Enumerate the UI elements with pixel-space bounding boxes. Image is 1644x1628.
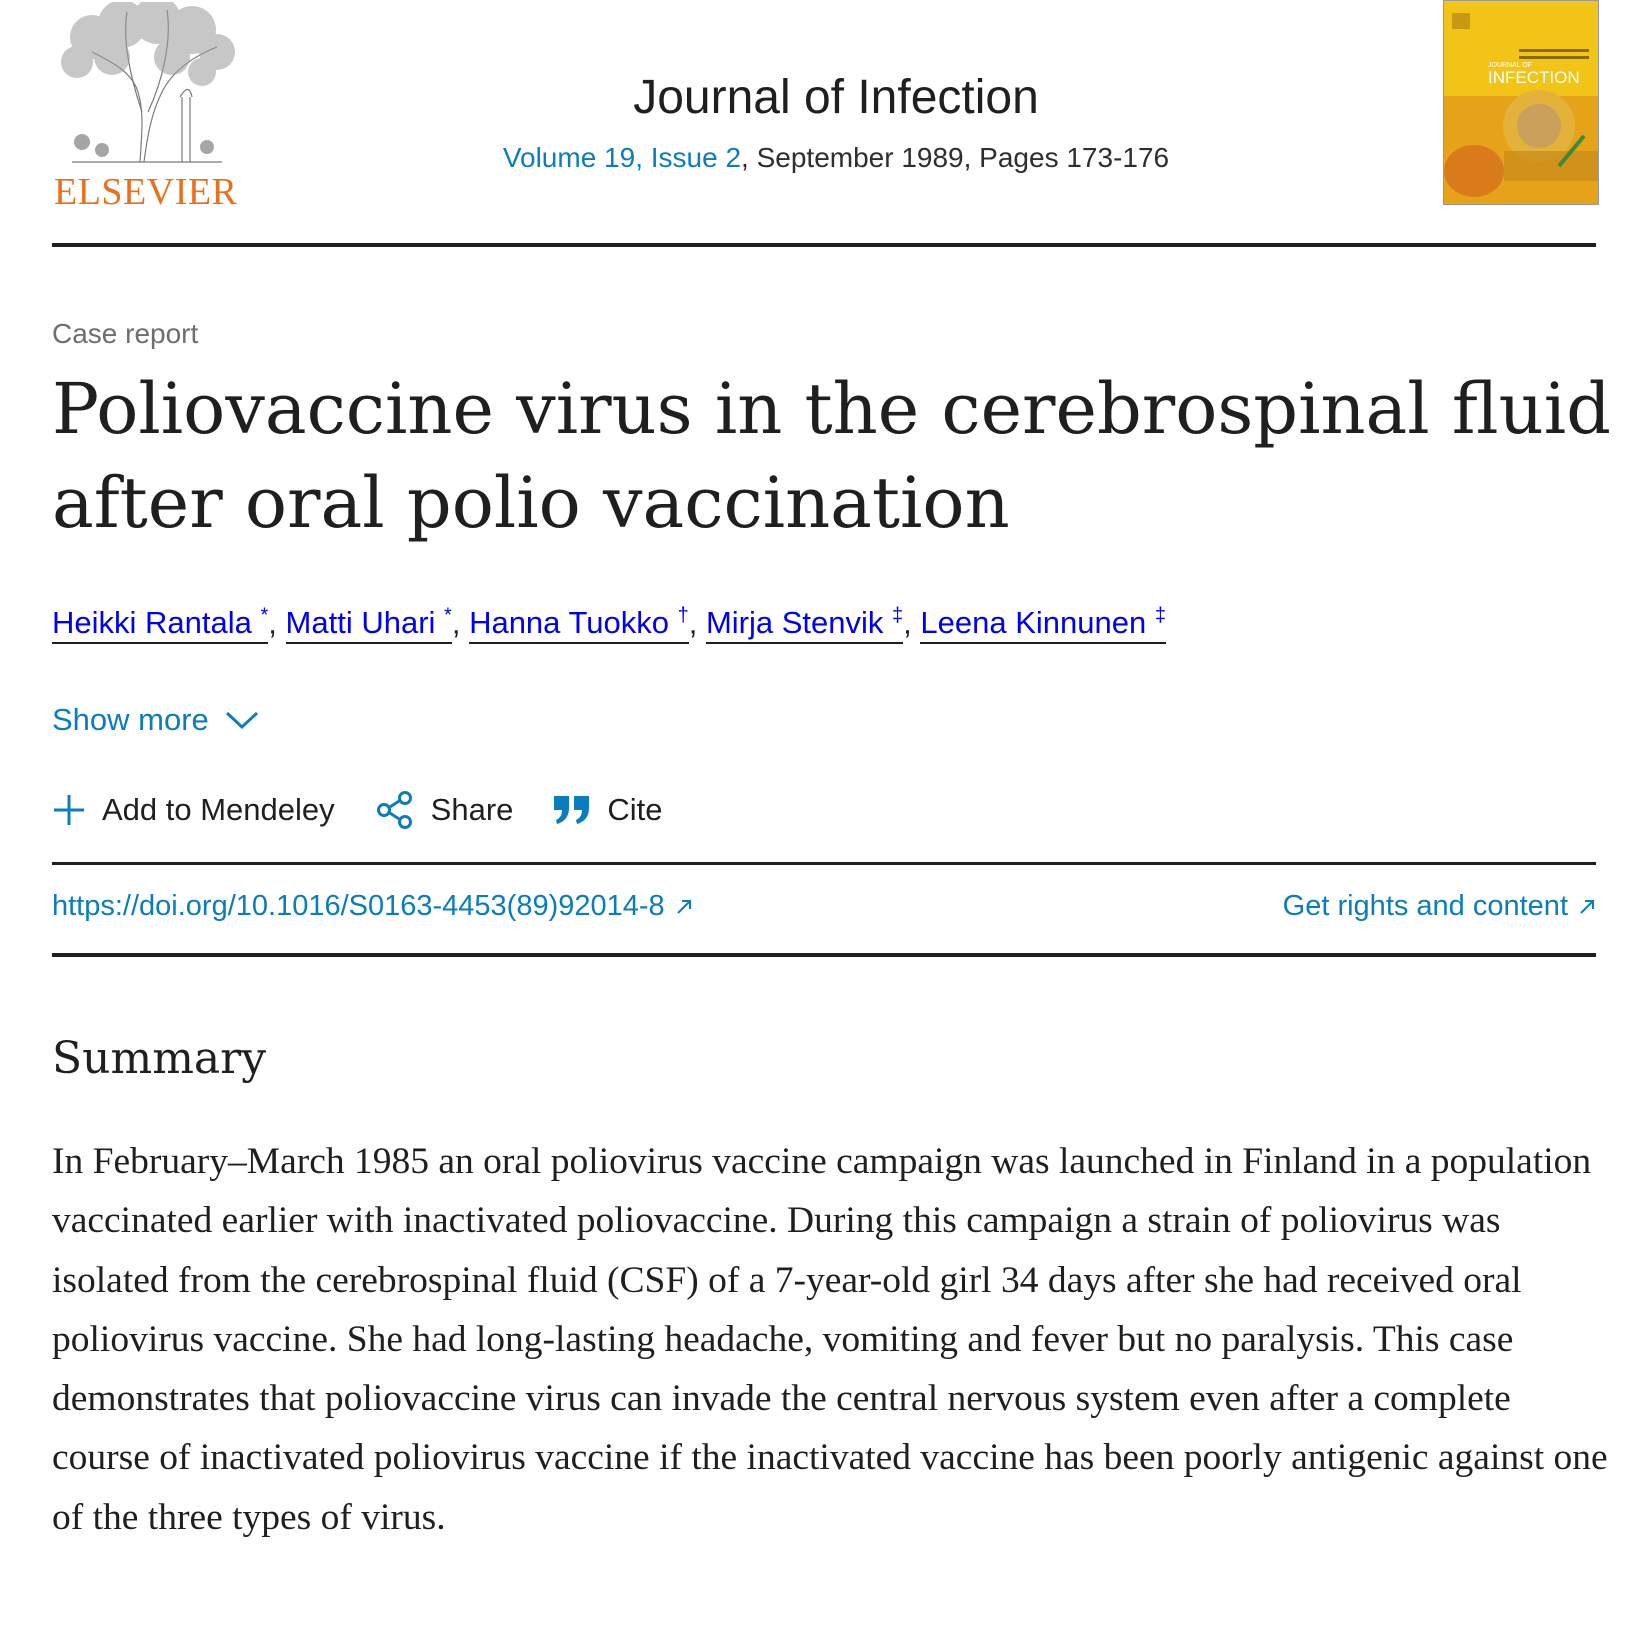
author-link[interactable]: Heikki Rantala * [52, 605, 268, 644]
share-button[interactable] [375, 790, 514, 830]
journal-issue-line [0, 142, 1644, 174]
summary-heading: Summary [52, 1033, 267, 1084]
share-icon [375, 790, 415, 830]
cite-label: Cite [607, 792, 663, 827]
summary-paragraph: In February–March 1985 an oral poliovirus vaccine campaign was launched in Finland in a population vaccinated earlier with inactivated poliovaccine. During this campaign a strain of poliovirus was isolated from the cerebrospinal fluid (CSF) of a 7-year-old girl 34 days after she had received oral poliovirus vaccine. She had long-lasting headache, vomiting and fever but no paralysis. This case demonstrates that poliovaccine virus can invade the central nervous system even after a complete course of inactivated poliovirus vaccine if the inactivated vaccine has been poorly antigenic against one of the three types of virus. [52, 1141, 1608, 1538]
header-divider [52, 243, 1596, 247]
add-to-mendeley-button[interactable] [52, 792, 335, 828]
article-title: Poliovaccine virus in the cerebrospinal fluid after oral polio vaccination [52, 368, 1611, 544]
rights-link[interactable] [1283, 890, 1596, 923]
issue-details: , September 1989, Pages 173-176 [741, 142, 1170, 173]
cover-label-top: JOURNAL OF [1488, 62, 1533, 69]
article-type: Case report [52, 318, 199, 349]
cite-button[interactable] [553, 792, 662, 828]
author-list: Heikki Rantala *, Matti Uhari *, Hanna Tuokko †, Mirja Stenvik ‡, Leena Kinnunen ‡ [52, 605, 1166, 641]
article-toolbar [52, 790, 703, 830]
journal-cover-image[interactable] [1443, 0, 1599, 205]
journal-title[interactable]: Journal of Infection [633, 71, 1039, 124]
quote-icon [553, 795, 591, 825]
author-link[interactable]: Mirja Stenvik ‡ [706, 605, 903, 644]
doi-label: https://doi.org/10.1016/S0163-4453(89)92014-8 [52, 890, 665, 922]
cover-label-main: INFECTION [1488, 68, 1580, 87]
volume-issue-link[interactable]: Volume 19, Issue 2 [502, 142, 742, 173]
meta-divider [52, 953, 1596, 957]
show-more-label: Show more [52, 702, 209, 737]
author-link[interactable]: Matti Uhari * [286, 605, 452, 644]
chevron-down-icon [225, 710, 259, 730]
doi-link[interactable] [52, 890, 693, 923]
mendeley-label: Add to Mendeley [102, 792, 335, 827]
author-link[interactable]: Hanna Tuokko † [469, 605, 689, 644]
author-link[interactable]: Leena Kinnunen ‡ [920, 605, 1166, 644]
external-link-icon [675, 898, 693, 916]
show-more-button[interactable] [52, 702, 259, 738]
cover-illustration [1444, 1, 1598, 204]
publisher-wordmark: ELSEVIER [54, 171, 238, 213]
rights-label: Get rights and content [1282, 890, 1568, 922]
toolbar-divider [52, 862, 1596, 865]
plus-icon [52, 793, 86, 827]
share-label: Share [430, 792, 514, 827]
external-link-icon [1578, 898, 1596, 916]
